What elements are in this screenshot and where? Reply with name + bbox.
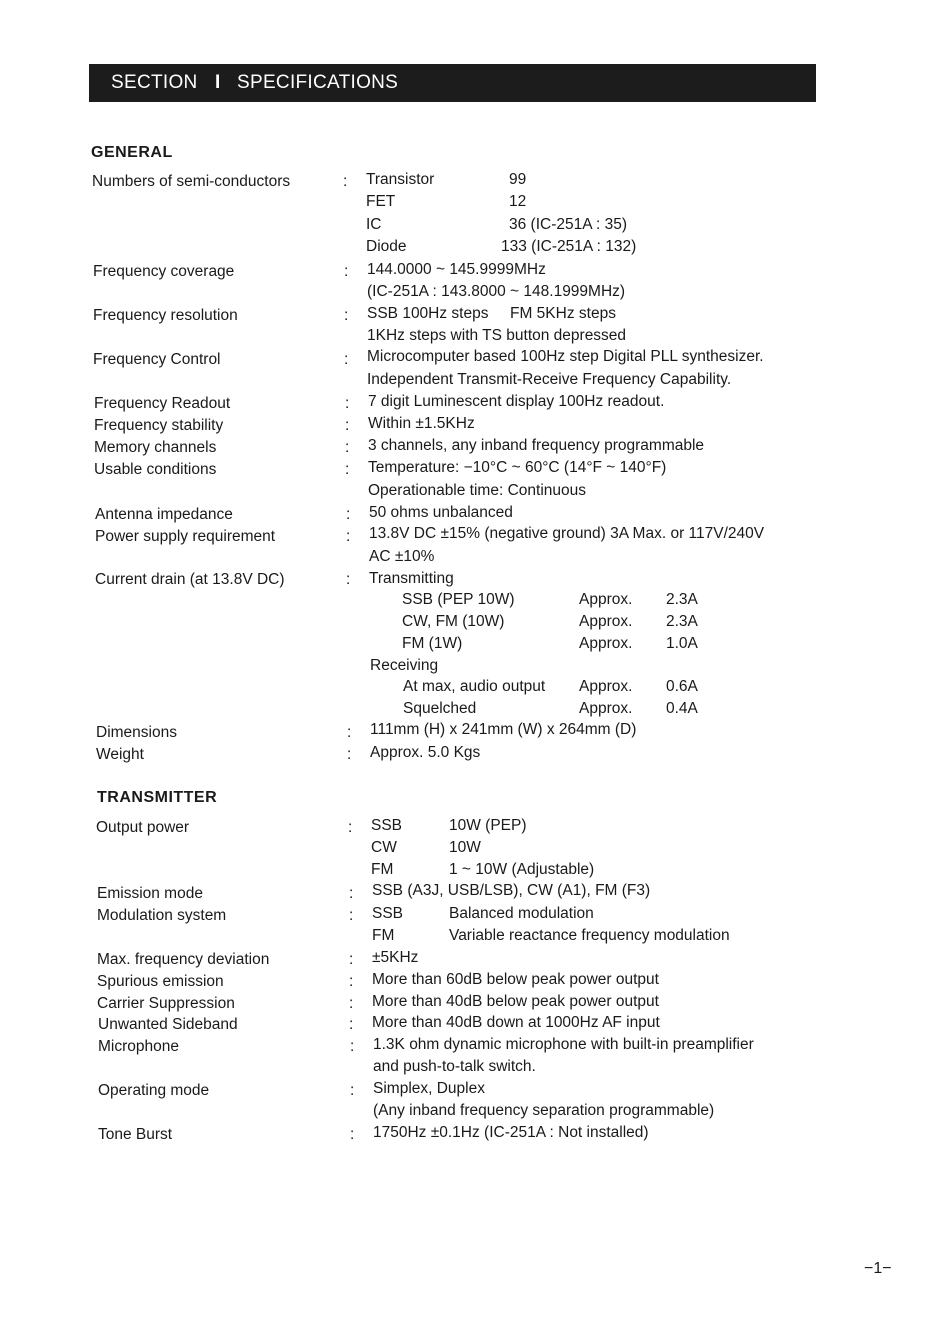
output-power-mode: CW [371, 839, 397, 856]
colon: : [349, 973, 354, 990]
drain-approx: Approx. [579, 591, 633, 608]
semiconductor-count: 99 [509, 171, 527, 188]
modulation-system-label: Modulation system [97, 907, 227, 924]
tone-burst-label: Tone Burst [98, 1126, 173, 1143]
power-supply-value: 13.8V DC ±15% (negative ground) 3A Max. or 117V/240V [369, 525, 765, 542]
drain-mode: FM (1W) [402, 635, 463, 652]
drain-value: 0.4A [666, 700, 698, 717]
colon: : [349, 907, 354, 924]
colon: : [345, 395, 350, 412]
colon: : [347, 746, 352, 763]
power-supply-label: Power supply requirement [95, 528, 276, 545]
frequency-stability-label: Frequency stability [94, 417, 224, 434]
power-supply-value: AC ±10% [369, 548, 435, 565]
emission-mode-label: Emission mode [97, 885, 203, 902]
section-label: SECTION [111, 72, 198, 93]
modulation-value: Variable reactance frequency modulation [449, 927, 730, 944]
semiconductor-count: 133 (IC-251A : 132) [501, 238, 637, 255]
current-drain-label: Current drain (at 13.8V DC) [95, 571, 285, 588]
frequency-resolution-value: 1KHz steps with TS button depressed [367, 327, 627, 344]
drain-mode: CW, FM (10W) [402, 613, 505, 630]
receiving-label: Receiving [370, 657, 439, 674]
usable-conditions-value: Operationable time: Continuous [368, 482, 586, 499]
semiconductor-type: Transistor [366, 171, 435, 188]
frequency-resolution-value: SSB 100Hz steps [367, 305, 489, 322]
semiconductor-type: Diode [366, 238, 407, 255]
semiconductor-count: 36 (IC-251A : 35) [509, 216, 628, 233]
frequency-readout-label: Frequency Readout [94, 395, 231, 412]
colon: : [343, 173, 348, 190]
colon: : [349, 1016, 354, 1033]
output-power-label: Output power [96, 819, 190, 836]
drain-approx: Approx. [579, 613, 633, 630]
page-number: −1− [864, 1260, 892, 1277]
emission-mode-value: SSB (A3J, USB/LSB), CW (A1), FM (F3) [372, 882, 651, 899]
colon: : [345, 461, 350, 478]
drain-value: 2.3A [666, 591, 698, 608]
output-power-value: 10W [449, 839, 481, 856]
operating-mode-value: (Any inband frequency separation programmable) [373, 1102, 715, 1119]
drain-approx: Approx. [579, 635, 633, 652]
microphone-value: and push-to-talk switch. [373, 1058, 536, 1075]
colon: : [350, 1126, 355, 1143]
spurious-emission-label: Spurious emission [97, 973, 224, 990]
colon: : [346, 528, 351, 545]
modulation-mode: SSB [372, 905, 404, 922]
colon: : [350, 1038, 355, 1055]
weight-value: Approx. 5.0 Kgs [370, 744, 481, 761]
max-deviation-value: ±5KHz [372, 949, 419, 966]
colon: : [346, 506, 351, 523]
transmitting-label: Transmitting [369, 570, 454, 587]
frequency-readout-value: 7 digit Luminescent display 100Hz readout. [368, 393, 665, 410]
modulation-value: Balanced modulation [449, 905, 594, 922]
colon: : [345, 417, 350, 434]
drain-approx: Approx. [579, 678, 633, 695]
drain-mode: Squelched [403, 700, 477, 717]
drain-value: 0.6A [666, 678, 698, 695]
operating-mode-label: Operating mode [98, 1082, 210, 1099]
colon: : [350, 1082, 355, 1099]
colon: : [347, 724, 352, 741]
colon: : [349, 885, 354, 902]
semiconductor-type: FET [366, 193, 396, 210]
section-header-banner [89, 64, 816, 102]
colon: : [345, 439, 350, 456]
colon: : [344, 307, 349, 324]
frequency-stability-value: Within ±1.5KHz [368, 415, 475, 432]
semiconductor-count: 12 [509, 193, 527, 210]
section-numeral: I [215, 72, 221, 93]
memory-channels-label: Memory channels [94, 439, 217, 456]
colon: : [349, 951, 354, 968]
tone-burst-value: 1750Hz ±0.1Hz (IC-251A : Not installed) [373, 1124, 649, 1141]
drain-approx: Approx. [579, 700, 633, 717]
output-power-value: 10W (PEP) [449, 817, 527, 834]
antenna-impedance-value: 50 ohms unbalanced [369, 504, 513, 521]
operating-mode-value: Simplex, Duplex [373, 1080, 485, 1097]
output-power-mode: FM [371, 861, 394, 878]
drain-mode: SSB (PEP 10W) [402, 591, 515, 608]
frequency-coverage-value: 144.0000 ~ 145.9999MHz [367, 261, 546, 278]
microphone-value: 1.3K ohm dynamic microphone with built-in preamplifier [373, 1036, 754, 1053]
frequency-coverage-label: Frequency coverage [93, 263, 235, 280]
drain-value: 2.3A [666, 613, 698, 630]
max-deviation-label: Max. frequency deviation [97, 951, 270, 968]
usable-conditions-value: Temperature: −10°C ~ 60°C (14°F ~ 140°F) [368, 459, 667, 476]
dimensions-label: Dimensions [96, 724, 177, 741]
spurious-emission-value: More than 60dB below peak power output [372, 971, 659, 988]
semiconductor-type: IC [366, 216, 382, 233]
carrier-suppression-label: Carrier Suppression [97, 995, 235, 1012]
frequency-control-label: Frequency Control [93, 351, 221, 368]
colon: : [349, 995, 354, 1012]
section-title: SPECIFICATIONS [237, 72, 399, 93]
frequency-resolution-value: FM 5KHz steps [510, 305, 616, 322]
general-heading: GENERAL [91, 144, 173, 161]
colon: : [344, 351, 349, 368]
modulation-mode: FM [372, 927, 395, 944]
output-power-value: 1 ~ 10W (Adjustable) [449, 861, 595, 878]
output-power-mode: SSB [371, 817, 403, 834]
frequency-resolution-label: Frequency resolution [93, 307, 238, 324]
transmitter-heading: TRANSMITTER [97, 789, 218, 806]
dimensions-value: 111mm (H) x 241mm (W) x 264mm (D) [370, 721, 637, 738]
microphone-label: Microphone [98, 1038, 179, 1055]
usable-conditions-label: Usable conditions [94, 461, 217, 478]
drain-mode: At max, audio output [403, 678, 546, 695]
colon: : [344, 263, 349, 280]
colon: : [348, 819, 353, 836]
drain-value: 1.0A [666, 635, 698, 652]
frequency-coverage-value: (IC-251A : 143.8000 ~ 148.1999MHz) [367, 283, 626, 300]
colon: : [346, 571, 351, 588]
frequency-control-value: Microcomputer based 100Hz step Digital PLL synthesizer. [367, 348, 764, 365]
antenna-impedance-label: Antenna impedance [95, 506, 233, 523]
memory-channels-value: 3 channels, any inband frequency programmable [368, 437, 705, 454]
semiconductors-label: Numbers of semi-conductors [92, 173, 291, 190]
unwanted-sideband-label: Unwanted Sideband [98, 1016, 238, 1033]
frequency-control-value: Independent Transmit-Receive Frequency Capability. [367, 371, 732, 388]
weight-label: Weight [96, 746, 144, 763]
carrier-suppression-value: More than 40dB below peak power output [372, 993, 659, 1010]
unwanted-sideband-value: More than 40dB down at 1000Hz AF input [372, 1014, 660, 1031]
